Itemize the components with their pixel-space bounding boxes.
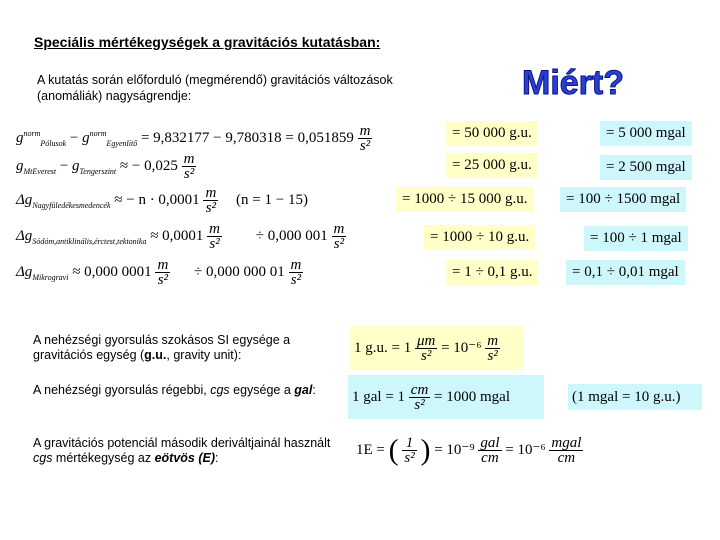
- row-5-gu-box: = 1 ÷ 0,1 g.u.: [446, 260, 538, 285]
- row-4-gu-box: = 1000 ÷ 10 g.u.: [424, 225, 535, 250]
- row-1-mgal-box: = 5 000 mgal: [600, 121, 692, 146]
- row-4-formula: $\Delta g_{Sódóm,antiklinális,érctest,tektonika} \approx 0,0001$ $\frac{m}{\text{s²}}$ ÷ 0,000 001 $\frac{m}{\text{s²}}$: [16, 221, 345, 252]
- row-2-mgal-box: = 2 500 mgal: [600, 155, 692, 180]
- intro-text: A kutatás során előforduló (megmérendő) gravitációs változások (anomáliák) nagyságrendje:: [37, 73, 393, 103]
- page-title: Speciális mértékegységek a gravitációs kutatásban:: [34, 34, 381, 50]
- definition-gal: A nehézségi gyorsulás régebbi, cgs egysége a gal:: [33, 383, 316, 397]
- definition-eotvos: A gravitációs potenciál második deriváltjainál használt cgs mértékegység az eötvös (E):: [33, 436, 331, 465]
- gu-formula-box: 1 g.u. = 1 $\frac{\mu m}{\text{s²}}$ = 10⁻⁶ $\frac{m}{\text{s²}}$: [350, 326, 524, 370]
- row-2-formula: $g_{MtEverest} - g_{Tengerszint}$ ≈ − 0,025 $\frac{m}{\text{s²}}$: [16, 151, 195, 182]
- row-3-formula: $\Delta g_{Nagyfüledékesmedencék}$ ≈ − n · 0,0001 $\frac{m}{\text{s²}}$ (n = 1 − 15): [16, 185, 308, 216]
- row-5-mgal-box: = 0,1 ÷ 0,01 mgal: [566, 260, 685, 285]
- definition-gu: A nehézségi gyorsulás szokásos SI egysége a gravitációs egység (g.u., gravity unit):: [33, 333, 291, 362]
- row-1-formula: $g^{norm}_{Pólusok} - g^{norm}_{Egyenlítő} = 9,832177 - 9,780318 = 0,051859$ $\frac{m}{\text{s²}}$: [16, 123, 371, 154]
- why-label: Miért?: [522, 64, 624, 102]
- row-3-mgal-box: = 100 ÷ 1500 mgal: [560, 187, 686, 212]
- row-1-gu-box: = 50 000 g.u.: [446, 121, 538, 146]
- mgal-gu-relation-box: (1 mgal = 10 g.u.): [568, 384, 702, 410]
- eotvos-formula: 1E = ( $\frac{1}{\text{s²}}$ ) = 10⁻⁹ $\frac{\text{gal}}{cm}$ = 10⁻⁶ $\frac{\text{mgal}}{cm}$: [356, 433, 582, 467]
- gal-formula-box: 1 gal = 1 $\frac{cm}{\text{s²}}$ = 1000 mgal: [348, 375, 544, 419]
- row-5-formula: $\Delta g_{Mikrogravi} \approx 0,000$ 0001 $\frac{m}{\text{s²}}$ ÷ 0,000 000 01 $\frac{m}{\text{s²}}$: [16, 257, 302, 288]
- why-wordart: [518, 62, 648, 102]
- row-3-gu-box: = 1000 ÷ 15 000 g.u.: [396, 187, 533, 212]
- row-2-gu-box: = 25 000 g.u.: [446, 153, 538, 178]
- row-4-mgal-box: = 100 ÷ 1 mgal: [584, 226, 688, 251]
